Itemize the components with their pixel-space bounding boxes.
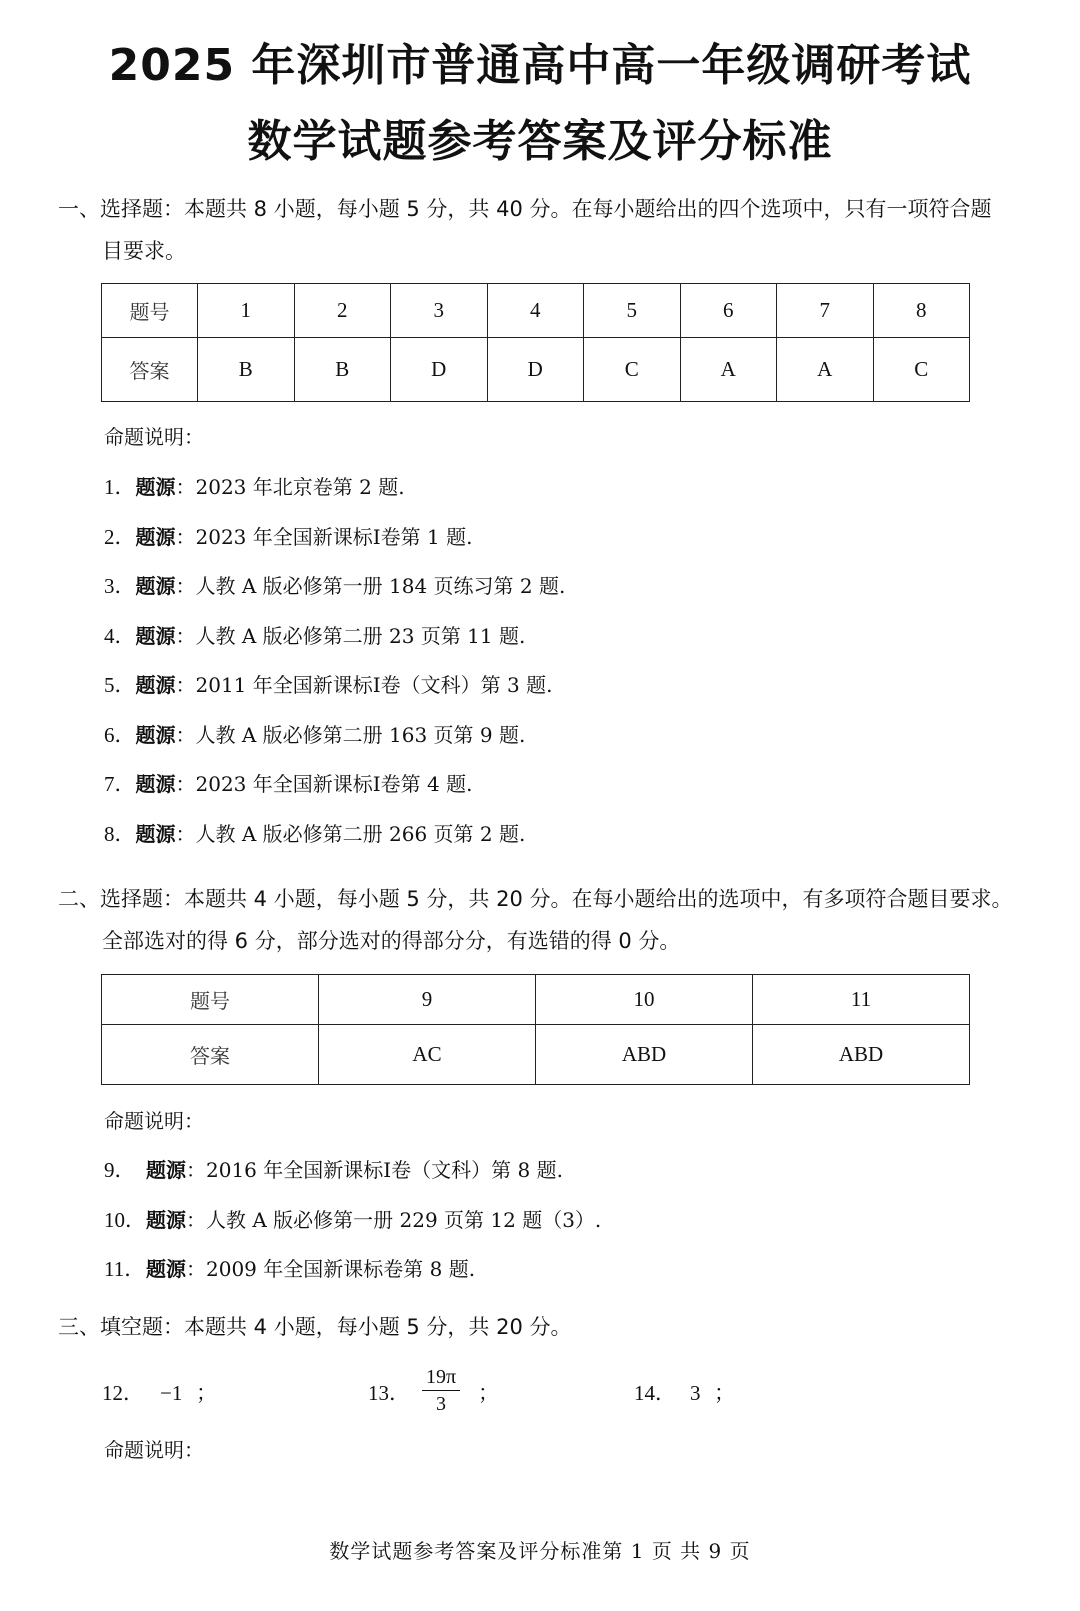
list-item [104,522,565,572]
item-number: 4． [104,623,136,648]
source-label: 题源 [146,1207,186,1232]
item-number: 1． [104,475,136,499]
section1-heading-line1: 一、选择题：本题共 8 小题，每小题 5 分，共 40 分。在每小题给出的四个选项中，只有一项符合题 [58,197,992,221]
table-header-cell: 答案 [102,1025,319,1085]
q13-numerator: 19π [426,1366,457,1388]
table-row [102,975,970,1025]
section2-heading [58,878,1048,962]
question-number-cell: 5 [584,284,681,338]
question-number-cell: 4 [487,284,584,338]
source-text: ：人教 A 版必修第二册 163 页第 9 题. [175,722,526,747]
list-item [104,670,565,720]
source-label: 题源 [135,475,176,499]
source-label: 题源 [135,623,176,648]
section1-heading [58,188,1048,272]
list-item [104,1155,601,1205]
question-number-cell: 6 [680,284,777,338]
source-label: 题源 [135,574,176,598]
item-number: 11． [104,1257,146,1281]
page-footer: 数学试题参考答案及评分标准第 1 页 共 9 页 [329,1539,751,1563]
answer-cell: B [294,338,391,402]
source-text: ：2011 年全国新课标I卷（文科）第 3 题. [175,673,553,697]
table-row [102,338,970,402]
table-header-cell: 题号 [102,975,319,1025]
source-text: ：2009 年全国新课标卷第 8 题. [186,1257,476,1281]
answer-cell: A [680,338,777,402]
source-label: 题源 [135,524,176,549]
question-number-cell: 2 [294,284,391,338]
section1-source-list [104,472,565,868]
section3-heading: 三、填空题：本题共 4 小题，每小题 5 分，共 20 分。 [58,1315,572,1339]
table-row [102,1025,970,1085]
question-number-cell: 3 [391,284,488,338]
source-text: ：2016 年全国新课标I卷（文科）第 8 题. [186,1158,563,1182]
source-label: 题源 [135,772,176,796]
section1-note-title: 命题说明： [104,425,204,449]
q14-number: 14． [634,1381,676,1405]
q14-answer: 3 [690,1381,701,1405]
q12-separator: ； [196,1381,217,1405]
item-number: 5． [104,673,136,697]
section2-heading-line1: 二、选择题：本题共 4 小题，每小题 5 分，共 20 分。在每小题给出的选项中，有多项符合题目要求。 [58,887,1013,911]
table-header-cell: 答案 [102,338,198,402]
item-number: 6． [104,722,136,747]
list-item [104,472,565,522]
list-item [104,819,565,869]
q13-denominator: 3 [436,1393,447,1415]
item-number: 9． [104,1158,136,1182]
list-item [104,1205,601,1255]
section3-note-title: 命题说明： [104,1438,204,1462]
item-number: 8． [104,821,136,846]
table-row [102,284,970,338]
answer-cell: D [487,338,584,402]
section1-answer-table [101,283,970,402]
document-title: 2025 年深圳市普通高中高一年级调研考试 [108,40,972,91]
source-label: 题源 [135,673,176,697]
section2-answer-table [101,974,970,1085]
answer-cell: C [873,338,970,402]
q13-fraction [424,1364,458,1417]
question-number-cell: 1 [198,284,295,338]
source-label: 题源 [135,722,176,747]
answer-cell: ABD [536,1025,753,1085]
item-number: 10． [104,1207,146,1232]
source-label: 题源 [146,1257,186,1281]
section2-source-list [104,1155,601,1304]
section2-note-title: 命题说明： [104,1109,204,1133]
question-number-cell: 8 [873,284,970,338]
item-number: 3． [104,574,136,598]
source-text: ：人教 A 版必修第二册 266 页第 2 题. [175,821,526,846]
list-item [104,1254,601,1304]
source-text: ：2023 年全国新课标I卷第 4 题. [175,772,473,796]
table-header-cell: 题号 [102,284,198,338]
answer-cell: A [777,338,874,402]
list-item [104,769,565,819]
question-number-cell: 7 [777,284,874,338]
source-label: 题源 [135,821,176,846]
item-number: 7． [104,772,136,796]
q12-answer: −1 [160,1381,183,1405]
source-text: ：人教 A 版必修第一册 229 页第 12 题（3）. [186,1207,602,1232]
q13-separator: ； [478,1381,499,1405]
list-item [104,720,565,770]
answer-cell: ABD [753,1025,970,1085]
source-text: ：2023 年全国新课标I卷第 1 题. [175,524,473,549]
q13-number: 13． [368,1381,410,1405]
answer-cell: AC [319,1025,536,1085]
question-number-cell: 9 [319,975,536,1025]
answer-cell: C [584,338,681,402]
section1-heading-line2: 目要求。 [102,239,186,263]
source-label: 题源 [146,1158,186,1182]
question-number-cell: 11 [753,975,970,1025]
section2-heading-line2: 全部选对的得 6 分，部分选对的得部分分，有选错的得 0 分。 [102,929,681,953]
q12-number: 12． [102,1381,144,1405]
question-number-cell: 10 [536,975,753,1025]
answer-cell: D [391,338,488,402]
source-text: ：人教 A 版必修第二册 23 页第 11 题. [175,623,526,648]
document-subtitle: 数学试题参考答案及评分标准 [247,116,833,167]
item-number: 2． [104,524,136,549]
list-item [104,621,565,671]
source-text: ：人教 A 版必修第一册 184 页练习第 2 题. [175,574,566,598]
q14-separator: ； [714,1381,735,1405]
list-item [104,571,565,621]
source-text: ：2023 年北京卷第 2 题. [175,475,405,499]
answer-cell: B [198,338,295,402]
